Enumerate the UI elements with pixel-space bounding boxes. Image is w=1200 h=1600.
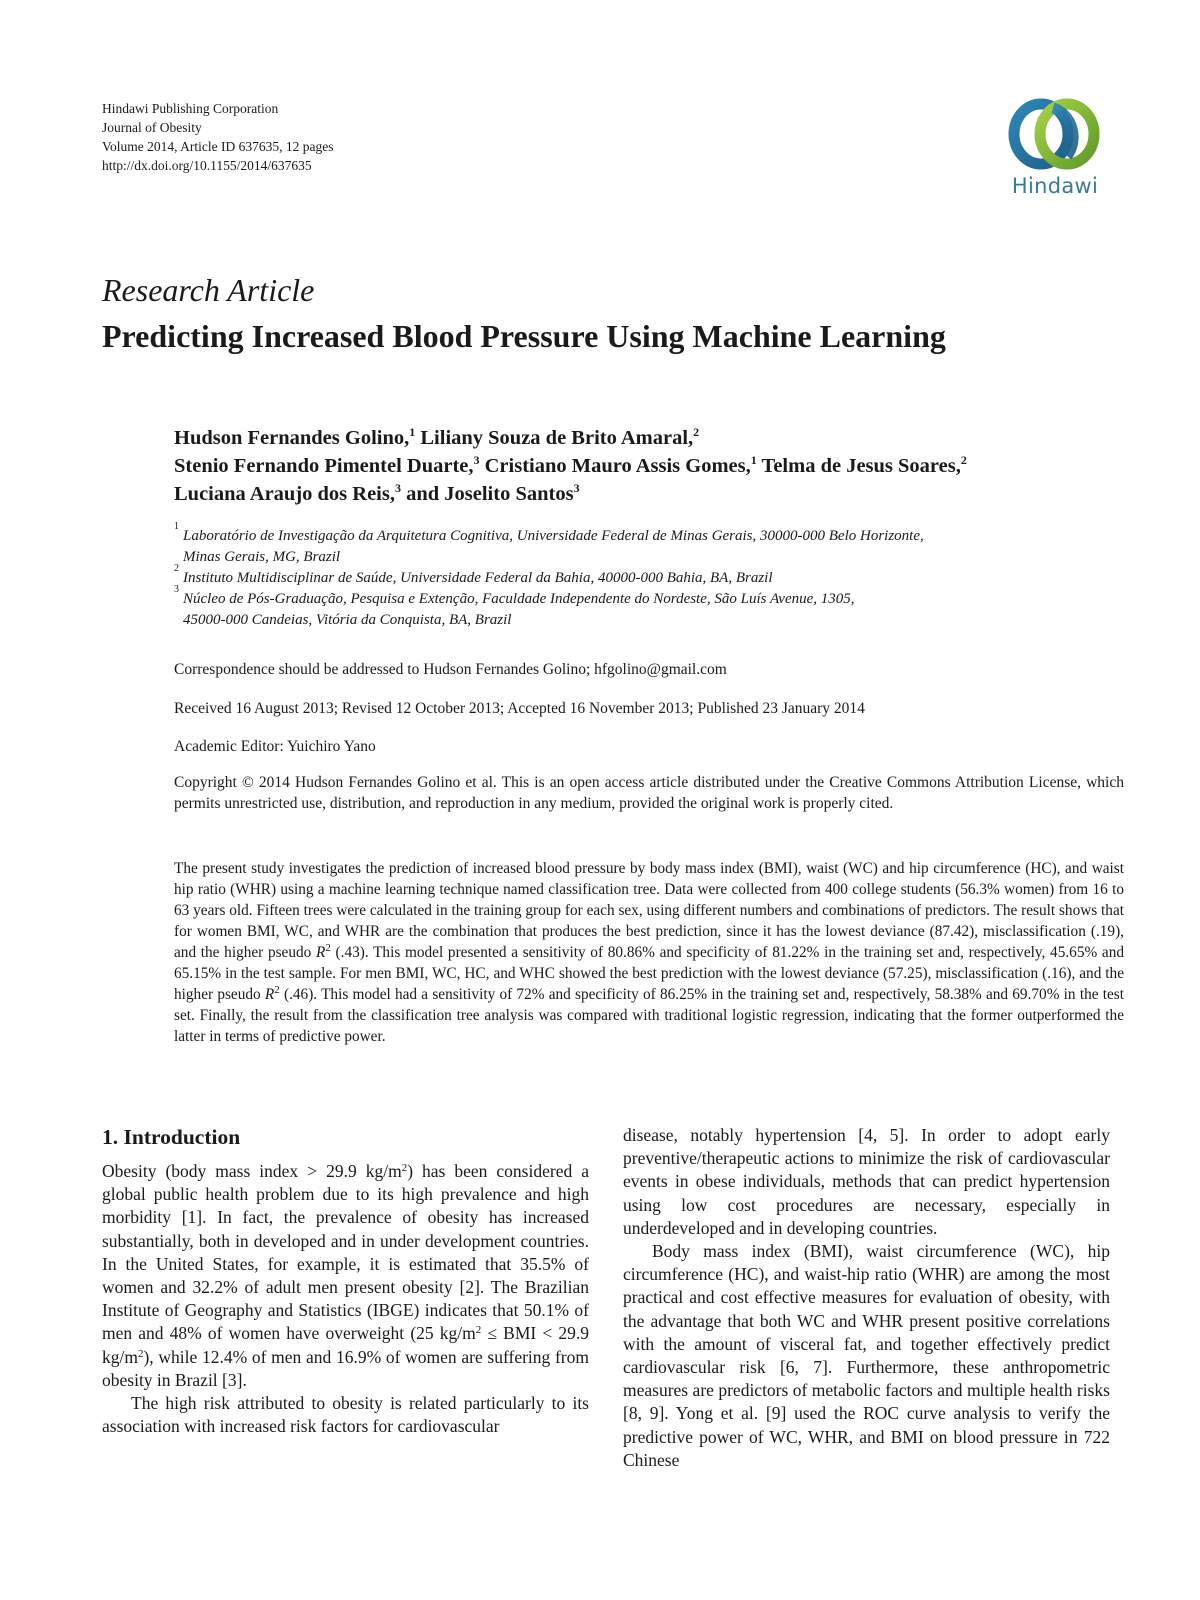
affiliation-mark: 3 <box>394 481 401 495</box>
affiliation-mark: 3 <box>573 481 580 495</box>
affiliation-mark: 2 <box>960 453 967 467</box>
abstract: The present study investigates the prediction of increased blood pressure by body mass index (BMI), waist (WC) and hip circumference (HC), and waist hip ratio (WHR) using a machine learning technique named classification tree. Data were collected from 400 college students (56.3% women) from 16 to 63 years old. Fifteen trees were calculated in the training group for each sex, using different numbers and combinations of predictors. The result shows that for women BMI, WC, and WHR are the combination that produces the best prediction, since it has the lowest deviance (87.42), misclassification (.19), and the higher pseudo $R^2$ (.43). This model presented a sensitivity of 80.86% and specificity of 81.22% in the training set and, respectively, 45.65% and 65.15% in the test sample. For men BMI, WC, HC, and WHC showed the best prediction with the lowest deviance (57.25), misclassification (.16), and the higher pseudo $R^2$ (.46). This model had a sensitivity of 72% and specificity of 86.25% in the training set and, respectively, 58.38% and 69.70% in the test set. Finally, the result from the classification tree analysis was compared with traditional logistic regression, indicating that the former outperformed the latter in terms of predictive power. <box>174 860 1124 1045</box>
affiliation-mark: 2 <box>693 425 700 439</box>
author-name: Liliany Souza de Brito Amaral, <box>420 427 694 449</box>
author-name: Stenio Fernando Pimentel Duarte, <box>174 455 474 477</box>
author-name: Hudson Fernandes Golino, <box>174 427 410 449</box>
hindawi-rings-icon <box>1003 96 1107 176</box>
paragraph: Obesity (body mass index > 29.9 $kg/m^2$) has been considered a global public health problem due to its high prevalence and high morbidity [1]. In fact, the prevalence of obesity has increased substantially, both in developed and in under development countries. In the United States, for example, it is estimated that 35.5% of women and 32.2% of adult men present obesity [2]. The Brazilian Institute of Geography and Statistics (IBGE) indicates that 50.1% of men and 48% of women have overweight (25 $kg/m^2$ ≤ BMI < 29.9 $kg/m^2$), while 12.4% of men and 16.9% of women are suffering from obesity in Brazil [3]. <box>102 1161 589 1390</box>
author-list <box>174 424 1134 508</box>
affiliation-mark: 1 <box>750 453 757 467</box>
volume-info: Volume 2014, Article ID 637635, 12 pages <box>102 139 334 154</box>
copyright-notice: Copyright © 2014 Hudson Fernandes Golino et al. This is an open access article distributed under the Creative Commons Attribution License, which permits unrestricted use, distribution, and reproduction in any medium, provided the original work is properly cited. <box>174 774 1124 812</box>
affiliation-2: 2 Instituto Multidisciplinar de Saúde, Universidade Federal da Bahia, 40000-000 Bahia, BA, Brazil <box>174 563 773 586</box>
affiliations <box>174 521 1124 631</box>
academic-editor: Academic Editor: Yuichiro Yano <box>174 738 376 755</box>
journal-header <box>102 99 333 175</box>
publication-dates: Received 16 August 2013; Revised 12 October 2013; Accepted 16 November 2013; Published 23 January 2014 <box>174 700 865 717</box>
hindawi-logo <box>1003 96 1123 206</box>
journal-name: Journal of Obesity <box>102 120 202 135</box>
affiliation-3: 3 Núcleo de Pós-Graduação, Pesquisa e Extenção, Faculdade Independente do Nordeste, São Luís Avenue, 1305, 45000-000 Candeias, Vitória da Conquista, BA, Brazil <box>174 584 855 628</box>
author-name: Cristiano Mauro Assis Gomes, <box>484 455 751 477</box>
article-type: Research Article <box>102 272 315 308</box>
author-line-1 <box>174 424 1134 452</box>
affiliation-1: 1 Laboratório de Investigação da Arquitetura Cognitiva, Universidade Federal de Minas Gerais, 30000-000 Belo Horizonte, Minas Gerais, MG, Brazil <box>174 521 924 565</box>
section-heading: 1. Introduction <box>102 1125 241 1149</box>
paper-title: Predicting Increased Blood Pressure Using Machine Learning <box>102 318 946 354</box>
affiliation-mark: 1 <box>409 425 416 439</box>
author-name: Telma de Jesus Soares, <box>761 455 961 477</box>
logo-wordmark: Hindawi <box>1011 174 1099 198</box>
paragraph: Body mass index (BMI), waist circumference (WC), hip circumference (HC), and waist-hip ratio (WHR) are among the most practical and cost effective measures for evaluation of obesity, with the advantage that both WC and WHR present positive correlations with the amount of visceral fat, and together effectively predict cardiovascular risk [6, 7]. Furthermore, these anthropometric measures are predictors of metabolic factors and multiple health risks [8, 9]. Yong et al. [9] used the ROC curve analysis to verify the predictive power of WC, WHR, and BMI on blood pressure in 722 Chinese <box>623 1241 1110 1470</box>
author-line-2 <box>174 452 1134 480</box>
intro-right-column <box>623 1124 1110 1472</box>
intro-left-column <box>102 1124 589 1438</box>
author-name: and Joselito Santos <box>406 483 574 505</box>
author-line-3 <box>174 480 1134 508</box>
doi-link[interactable]: http://dx.doi.org/10.1155/2014/637635 <box>102 158 312 173</box>
publisher: Hindawi Publishing Corporation <box>102 101 279 116</box>
author-name: Luciana Araujo dos Reis, <box>174 483 395 505</box>
affiliation-mark: 3 <box>473 453 480 467</box>
paragraph: The high risk attributed to obesity is related particularly to its association with increased risk factors for cardiovascular <box>102 1393 589 1437</box>
paragraph: disease, notably hypertension [4, 5]. In order to adopt early preventive/therapeutic actions to minimize the risk of cardiovascular events in obese individuals, methods that can predict hypertension using low cost procedures are necessary, especially in underdeveloped and in developing countries. <box>623 1125 1110 1238</box>
correspondence: Correspondence should be addressed to Hudson Fernandes Golino; hfgolino@gmail.com <box>174 661 727 678</box>
